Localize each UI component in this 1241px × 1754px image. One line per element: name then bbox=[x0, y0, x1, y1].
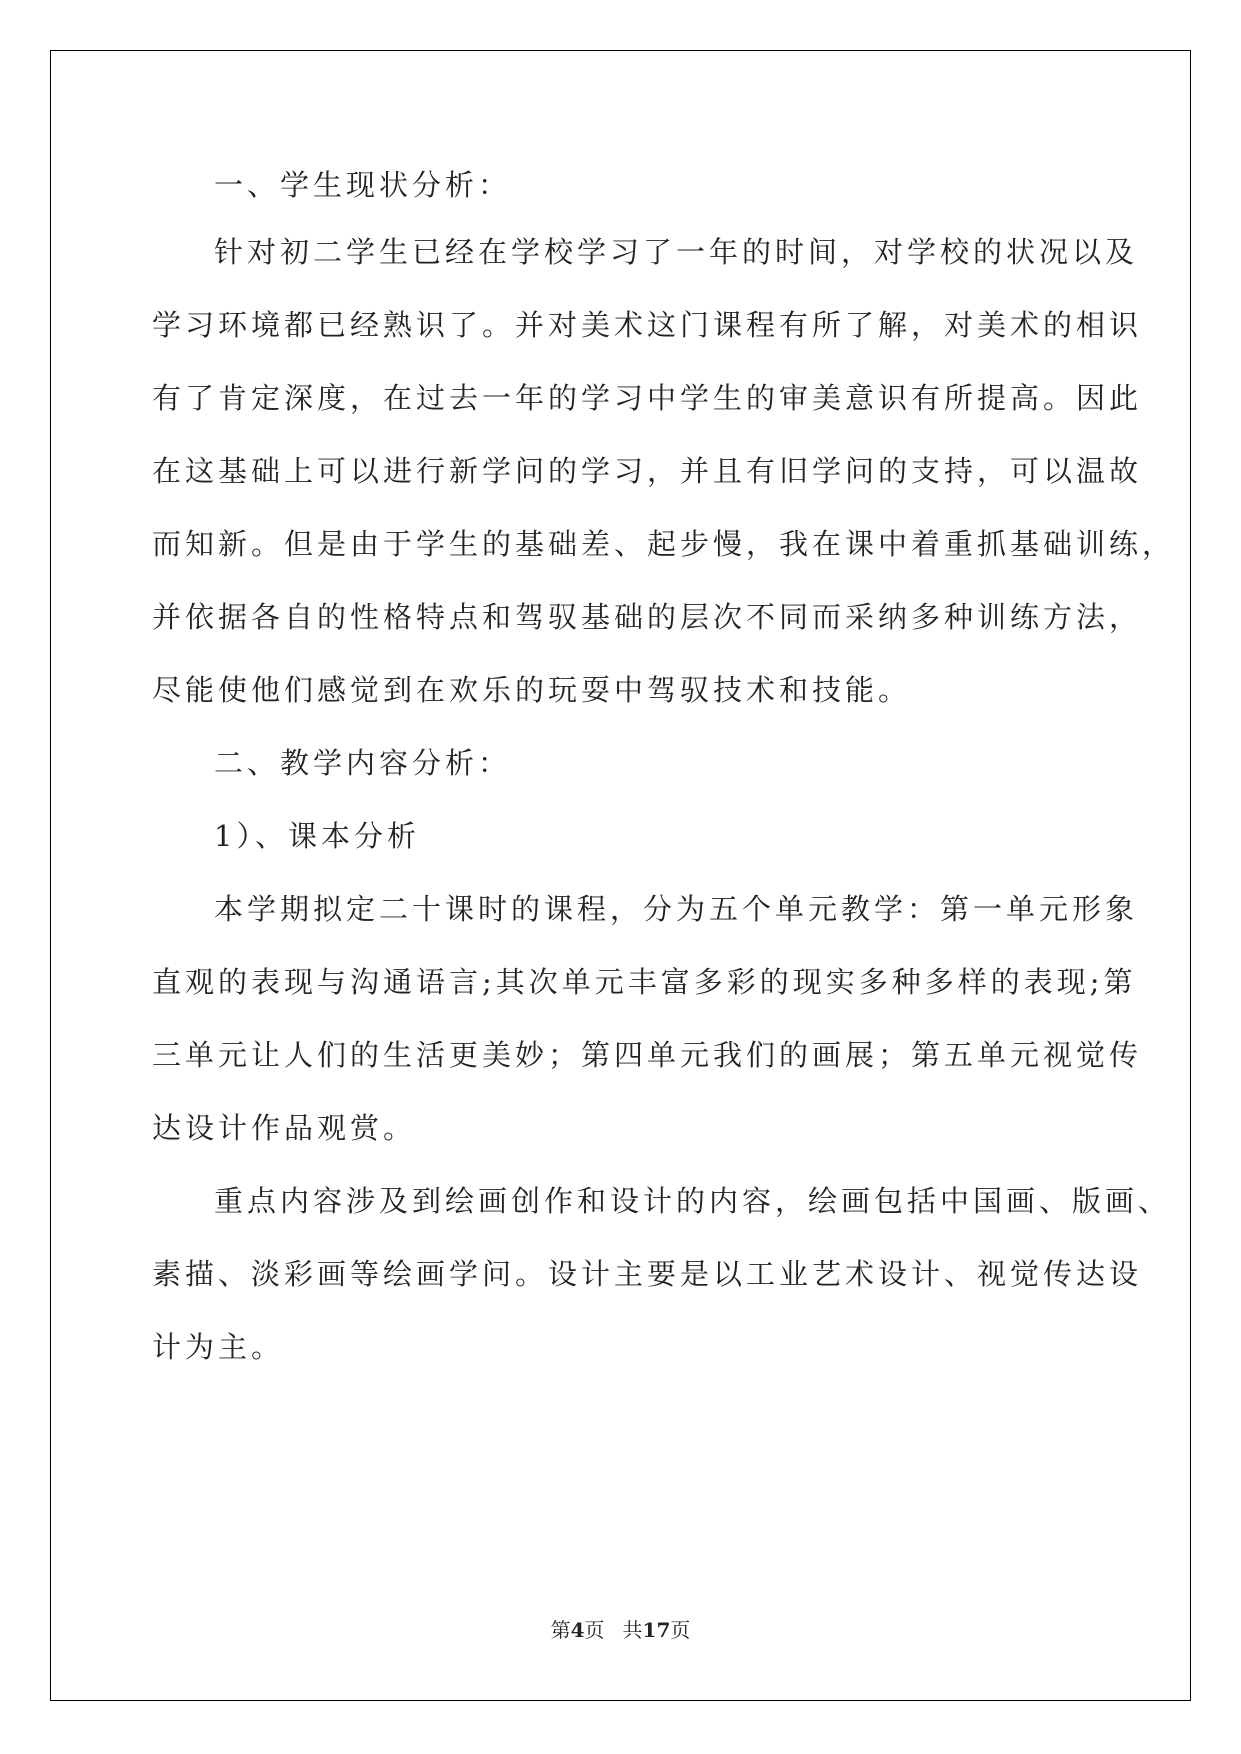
paragraph-line: 直观的表现与沟通语言;其次单元丰富多彩的现实多种多样的表现;第 bbox=[152, 965, 1137, 999]
heading-content-analysis: 二、教学内容分析： bbox=[214, 746, 512, 780]
paragraph-line: 而知新。但是由于学生的基础差、起步慢，我在课中着重抓基础训练， bbox=[152, 527, 1176, 561]
paragraph-line: 学习环境都已经熟识了。并对美术这门课程有所了解，对美术的相识 bbox=[152, 308, 1143, 342]
paragraph-line: 并依据各自的性格特点和驾驭基础的层次不同而采纳多种训练方法， bbox=[152, 600, 1143, 634]
paragraph-line: 计为主。 bbox=[152, 1330, 285, 1364]
total-pages: 17 bbox=[642, 1618, 671, 1642]
paragraph-line: 尽能使他们感觉到在欢乐的玩耍中驾驭技术和技能。 bbox=[152, 673, 912, 707]
paragraph-line: 针对初二学生已经在学校学习了一年的时间，对学校的状况以及 bbox=[214, 235, 1139, 269]
paragraph-line: 三单元让人们的生活更美妙；第四单元我们的画展；第五单元视觉传 bbox=[152, 1038, 1143, 1072]
page-border bbox=[50, 50, 1191, 1701]
paragraph-line: 达设计作品观赏。 bbox=[152, 1111, 417, 1145]
total-suffix: 页 bbox=[670, 1618, 691, 1642]
page-number: 4 bbox=[570, 1618, 585, 1642]
total-prefix: 共 bbox=[622, 1618, 643, 1642]
paragraph-line: 素描、淡彩画等绘画学问。设计主要是以工业艺术设计、视觉传达设 bbox=[152, 1257, 1143, 1291]
paragraph-line: 有了肯定深度，在过去一年的学习中学生的审美意识有所提高。因此 bbox=[152, 381, 1143, 415]
page-footer bbox=[0, 1617, 1241, 1643]
paragraph-line: 在这基础上可以进行新学问的学习，并且有旧学问的支持，可以温故 bbox=[152, 454, 1143, 488]
page-prefix: 第 bbox=[550, 1618, 571, 1642]
page-suffix: 页 bbox=[584, 1618, 605, 1642]
heading-student-analysis: 一、学生现状分析： bbox=[214, 168, 512, 202]
paragraph-line: 重点内容涉及到绘画创作和设计的内容，绘画包括中国画、版画、 bbox=[214, 1184, 1172, 1218]
paragraph-line: 本学期拟定二十课时的课程，分为五个单元教学：第一单元形象 bbox=[214, 892, 1139, 926]
subheading-textbook-analysis: 1）、课本分析 bbox=[214, 819, 420, 853]
